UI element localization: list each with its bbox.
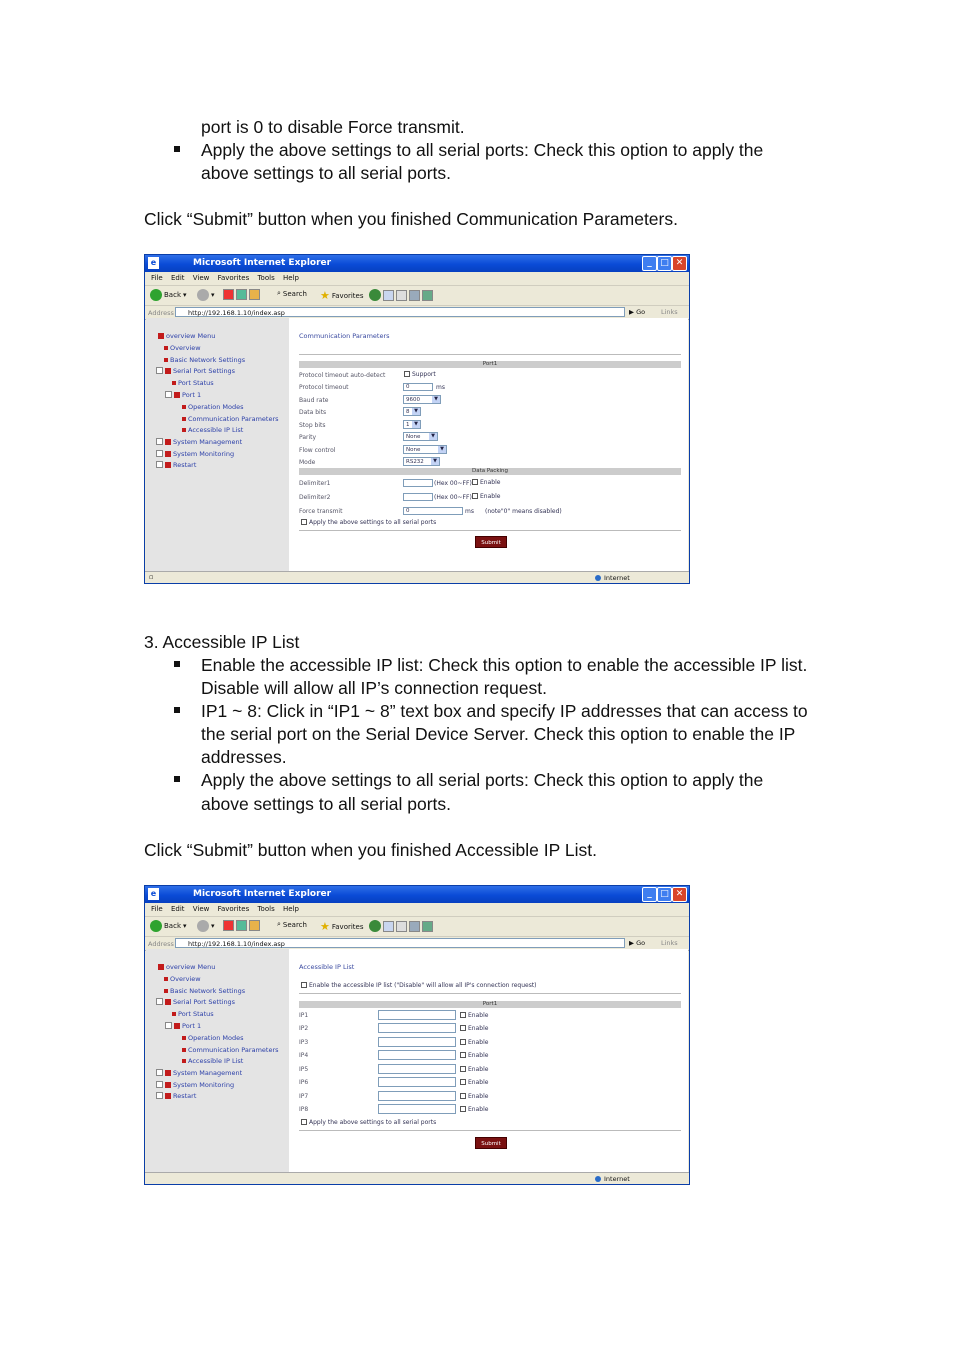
internet-zone: Internet xyxy=(595,1175,630,1183)
submit-button[interactable]: Submit xyxy=(475,536,507,548)
delimiter1-enable-checkbox[interactable]: Enable xyxy=(472,479,500,486)
chevron-down-icon: ▼ xyxy=(429,433,437,440)
maximize-icon[interactable]: □ xyxy=(657,887,672,902)
search-icon: ⌕ xyxy=(277,289,281,297)
chevron-down-icon: ▼ xyxy=(412,421,420,428)
sidebar-item-operation-modes[interactable]: Operation Modes xyxy=(182,1034,244,1043)
click-submit-ip-text: Click “Submit” button when you finished Accessible IP List. xyxy=(144,840,597,860)
search-button[interactable]: ⌕ Search xyxy=(277,289,307,298)
sidebar-item-accessible-ip[interactable]: Accessible IP List xyxy=(182,1057,243,1066)
data-bits-select[interactable]: 8 ▼ xyxy=(403,407,421,416)
ip4-enable-checkbox[interactable]: Enable xyxy=(460,1052,488,1059)
menu-favorites[interactable]: Favorites xyxy=(217,905,250,913)
apply-all-ports-checkbox[interactable]: Apply the above settings to all serial ports xyxy=(301,519,436,526)
comm-params-panel: Communication Parameters Port1 Protocol timeout auto-detect Support Protocol timeout 0 ms Baud rate 9600 ▼ Data bits 8 ▼ Stop bits 1 ▼ Parity None ▼ Flow control None ▼ Mode RS232 ▼ Data Packing Delimiter1 (Hex 00~FF) Enable Delimiter2 (Hex 00~FF) Enable Force transmit 0 ms (note"0" means disabled) Apply the above settings to all serial ports Submit xyxy=(289,318,688,572)
protocol-timeout-input[interactable]: 0 xyxy=(403,383,433,391)
sidebar-item-overview-menu[interactable]: overview Menu xyxy=(158,332,215,341)
back-button[interactable]: Back ▾ xyxy=(150,289,187,301)
chevron-down-icon: ▼ xyxy=(412,408,420,415)
menu-view[interactable]: View xyxy=(192,905,210,913)
ip1-label: IP1 xyxy=(299,1012,309,1019)
bullet-marker xyxy=(174,707,180,713)
print-icon[interactable] xyxy=(396,921,407,932)
ip8-input[interactable] xyxy=(378,1104,456,1114)
sidebar-item-port-status[interactable]: Port Status xyxy=(172,379,214,388)
ip2-input[interactable] xyxy=(378,1023,456,1033)
messenger-icon[interactable] xyxy=(422,921,433,932)
parity-select[interactable]: None ▼ xyxy=(403,432,438,441)
ip8-enable-checkbox[interactable]: Enable xyxy=(460,1106,488,1113)
minimize-icon[interactable]: _ xyxy=(642,256,657,271)
close-icon[interactable]: ✕ xyxy=(672,887,687,902)
apply-settings-bullet-line2: above settings to all serial ports. xyxy=(201,163,451,183)
baud-rate-select[interactable]: 9600 ▼ xyxy=(403,395,441,404)
sidebar-item-port1[interactable]: Port 1 xyxy=(165,391,201,400)
ip7-input[interactable] xyxy=(378,1091,456,1101)
ip3-label: IP3 xyxy=(299,1039,309,1046)
ip2-label: IP2 xyxy=(299,1025,309,1032)
sidebar-item-basic-network[interactable]: Basic Network Settings xyxy=(164,356,245,365)
sidebar-item-comm-params[interactable]: Communication Parameters xyxy=(182,415,279,424)
search-icon: ⌕ xyxy=(277,920,281,928)
page-icon: ▫ xyxy=(149,573,154,581)
ip1-enable-checkbox[interactable]: Enable xyxy=(460,1012,488,1019)
sidebar-item-system-management[interactable]: System Management xyxy=(156,1069,242,1078)
ie-window-accessible-ip xyxy=(144,885,690,1185)
menu-tools[interactable]: Tools xyxy=(257,905,275,913)
ip6-input[interactable] xyxy=(378,1077,456,1087)
delimiter2-enable-checkbox[interactable]: Enable xyxy=(472,493,500,500)
internet-zone: Internet xyxy=(595,574,630,582)
messenger-icon[interactable] xyxy=(422,290,433,301)
browser-toolbar xyxy=(145,917,689,937)
back-button[interactable]: Back ▾ xyxy=(150,920,187,932)
port-header: Port1 xyxy=(299,1001,681,1008)
address-input[interactable]: http://192.168.1.10/index.asp xyxy=(175,307,625,317)
ie-logo-icon: e xyxy=(148,257,159,269)
mail-icon[interactable] xyxy=(383,921,394,932)
star-icon: ★ xyxy=(320,920,330,933)
refresh-icon[interactable] xyxy=(236,920,247,931)
print-icon[interactable] xyxy=(396,290,407,301)
sidebar-item-restart[interactable]: Restart xyxy=(156,461,196,470)
sidebar-item-comm-params[interactable]: Communication Parameters xyxy=(182,1046,279,1055)
port-header: Port1 xyxy=(299,361,681,368)
address-bar: Address http://192.168.1.10/index.asp ▶ Go Links xyxy=(145,306,689,320)
chevron-down-icon: ▼ xyxy=(438,446,446,453)
edit-icon[interactable] xyxy=(409,290,420,301)
window-titlebar xyxy=(145,886,689,903)
ip8-label: IP8 xyxy=(299,1106,309,1113)
address-input[interactable]: http://192.168.1.10/index.asp xyxy=(175,938,625,948)
window-titlebar xyxy=(145,255,689,272)
globe-icon xyxy=(595,575,601,581)
links-button[interactable]: Links xyxy=(661,308,678,316)
favorites-button[interactable]: ★ Favorites xyxy=(320,920,364,933)
flow-control-select[interactable]: None ▼ xyxy=(403,445,447,454)
submit-button[interactable]: Submit xyxy=(475,1137,507,1149)
status-bar xyxy=(145,571,689,583)
back-label: Back xyxy=(164,291,181,299)
menu-bar xyxy=(145,903,689,917)
stop-icon[interactable] xyxy=(223,920,234,931)
auto-detect-checkbox[interactable]: Support xyxy=(404,371,436,378)
ie-window-communication-parameters xyxy=(144,254,690,584)
browser-content xyxy=(146,318,688,572)
sidebar-item-serial-port[interactable]: Serial Port Settings xyxy=(156,367,235,376)
bullet-marker xyxy=(174,146,180,152)
sidebar-item-port1[interactable]: Port 1 xyxy=(165,1022,201,1031)
force-transmit-input[interactable]: 0 xyxy=(403,507,463,515)
force-transmit-note: (note"0" means disabled) xyxy=(485,508,562,515)
links-button[interactable]: Links xyxy=(661,939,678,947)
ip-bullet-line1: IP1 ~ 8: Click in “IP1 ~ 8” text box and specify IP addresses that can access to xyxy=(201,701,808,721)
ip-bullet-line2: the serial port on the Serial Device Server. Check this option to enable the IP xyxy=(201,724,796,744)
globe-icon xyxy=(595,1176,601,1182)
window-title: Microsoft Internet Explorer xyxy=(193,889,332,899)
sidebar-item-restart[interactable]: Restart xyxy=(156,1092,196,1101)
sidebar-item-system-monitoring[interactable]: System Monitoring xyxy=(156,1081,234,1090)
minimize-icon[interactable]: _ xyxy=(642,887,657,902)
sidebar-item-accessible-ip[interactable]: Accessible IP List xyxy=(182,426,243,435)
forward-button[interactable]: ▾ xyxy=(197,920,215,932)
page-title: Accessible IP List xyxy=(299,963,355,971)
ip4-input[interactable] xyxy=(378,1050,456,1060)
ip2-enable-checkbox[interactable]: Enable xyxy=(460,1025,488,1032)
sidebar-item-overview-menu[interactable]: overview Menu xyxy=(158,963,215,972)
close-icon[interactable]: ✕ xyxy=(672,256,687,271)
page-title: Communication Parameters xyxy=(299,332,390,340)
go-button[interactable]: ▶ Go xyxy=(629,308,646,316)
data-packing-header: Data Packing xyxy=(299,468,681,475)
sidebar-item-basic-network[interactable]: Basic Network Settings xyxy=(164,987,245,996)
refresh-icon[interactable] xyxy=(236,289,247,300)
bullet-marker xyxy=(174,776,180,782)
sidebar-item-overview[interactable]: Overview xyxy=(164,344,201,353)
forward-arrow-icon xyxy=(197,289,209,301)
ip6-label: IP6 xyxy=(299,1079,309,1086)
ip7-enable-checkbox[interactable]: Enable xyxy=(460,1093,488,1100)
window-title: Microsoft Internet Explorer xyxy=(193,258,332,268)
stop-bits-select[interactable]: 1 ▼ xyxy=(403,420,421,429)
ip6-enable-checkbox[interactable]: Enable xyxy=(460,1079,488,1086)
favorites-button[interactable]: ★ Favorites xyxy=(320,289,364,302)
ip3-enable-checkbox[interactable]: Enable xyxy=(460,1039,488,1046)
mode-select[interactable]: RS232 ▼ xyxy=(403,457,440,466)
menu-edit[interactable]: Edit xyxy=(170,905,185,913)
menu-favorites[interactable]: Favorites xyxy=(217,274,250,282)
sidebar-item-system-management[interactable]: System Management xyxy=(156,438,242,447)
ip7-label: IP7 xyxy=(299,1093,309,1100)
menu-bar xyxy=(145,272,689,286)
browser-content xyxy=(146,949,688,1173)
menu-tools[interactable]: Tools xyxy=(257,274,275,282)
force-transmit-continuation: port is 0 to disable Force transmit. xyxy=(201,117,465,137)
search-button[interactable]: ⌕ Search xyxy=(277,920,307,929)
history-icon[interactable] xyxy=(369,289,381,301)
address-bar: Address http://192.168.1.10/index.asp ▶ Go Links xyxy=(145,937,689,951)
history-icon[interactable] xyxy=(369,920,381,932)
maximize-icon[interactable]: □ xyxy=(657,256,672,271)
back-arrow-icon xyxy=(150,289,162,301)
sidebar-item-system-monitoring[interactable]: System Monitoring xyxy=(156,450,234,459)
ip1-input[interactable] xyxy=(378,1010,456,1020)
chevron-down-icon: ▼ xyxy=(431,458,439,465)
sidebar-tree xyxy=(146,318,289,572)
menu-help[interactable]: Help xyxy=(282,905,299,913)
apply-all-ports-checkbox[interactable]: Apply the above settings to all serial ports xyxy=(301,1119,436,1126)
home-icon[interactable] xyxy=(249,289,260,300)
menu-file[interactable]: File xyxy=(151,905,163,913)
enable-list-bullet-line1: Enable the accessible IP list: Check this option to enable the accessible IP list. xyxy=(201,655,808,675)
mail-icon[interactable] xyxy=(383,290,394,301)
menu-edit[interactable]: Edit xyxy=(170,274,185,282)
click-submit-comm-text: Click “Submit” button when you finished Communication Parameters. xyxy=(144,209,678,229)
apply-settings-bullet2-line1: Apply the above settings to all serial ports: Check this option to apply the xyxy=(201,770,764,790)
menu-file[interactable]: File xyxy=(151,274,163,282)
ip5-enable-checkbox[interactable]: Enable xyxy=(460,1066,488,1073)
stop-icon[interactable] xyxy=(223,289,234,300)
forward-arrow-icon xyxy=(197,920,209,932)
sidebar-item-port-status[interactable]: Port Status xyxy=(172,1010,214,1019)
edit-icon[interactable] xyxy=(409,921,420,932)
browser-toolbar xyxy=(145,286,689,306)
accessible-ip-panel xyxy=(289,949,688,1173)
home-icon[interactable] xyxy=(249,920,260,931)
menu-help[interactable]: Help xyxy=(282,274,299,282)
sidebar-item-serial-port[interactable]: Serial Port Settings xyxy=(156,998,235,1007)
delimiter1-input[interactable] xyxy=(403,479,433,487)
ip5-input[interactable] xyxy=(378,1064,456,1074)
ip3-input[interactable] xyxy=(378,1037,456,1047)
back-arrow-icon xyxy=(150,920,162,932)
bullet-marker xyxy=(174,661,180,667)
enable-list-bullet-line2: Disable will allow all IP’s connection request. xyxy=(201,678,547,698)
forward-button[interactable]: ▾ xyxy=(197,289,215,301)
ip4-label: IP4 xyxy=(299,1052,309,1059)
sidebar-item-overview[interactable]: Overview xyxy=(164,975,201,984)
delimiter2-input[interactable] xyxy=(403,493,433,501)
star-icon: ★ xyxy=(320,289,330,302)
section-heading-accessible-ip: 3. Accessible IP List xyxy=(144,632,300,652)
status-bar xyxy=(145,1172,689,1184)
menu-view[interactable]: View xyxy=(192,274,210,282)
ip5-label: IP5 xyxy=(299,1066,309,1073)
go-button[interactable]: ▶ Go xyxy=(629,939,646,947)
sidebar-item-operation-modes[interactable]: Operation Modes xyxy=(182,403,244,412)
ip-bullet-line3: addresses. xyxy=(201,747,287,767)
chevron-down-icon: ▼ xyxy=(432,396,440,403)
ie-logo-icon: e xyxy=(148,888,159,900)
apply-settings-bullet2-line2: above settings to all serial ports. xyxy=(201,794,451,814)
enable-ip-list-checkbox[interactable]: Enable the accessible IP list ("Disable" will allow all IP's connection request) xyxy=(301,982,537,989)
sidebar-tree xyxy=(146,949,289,1173)
apply-settings-bullet-line1: Apply the above settings to all serial ports: Check this option to apply the xyxy=(201,140,764,160)
